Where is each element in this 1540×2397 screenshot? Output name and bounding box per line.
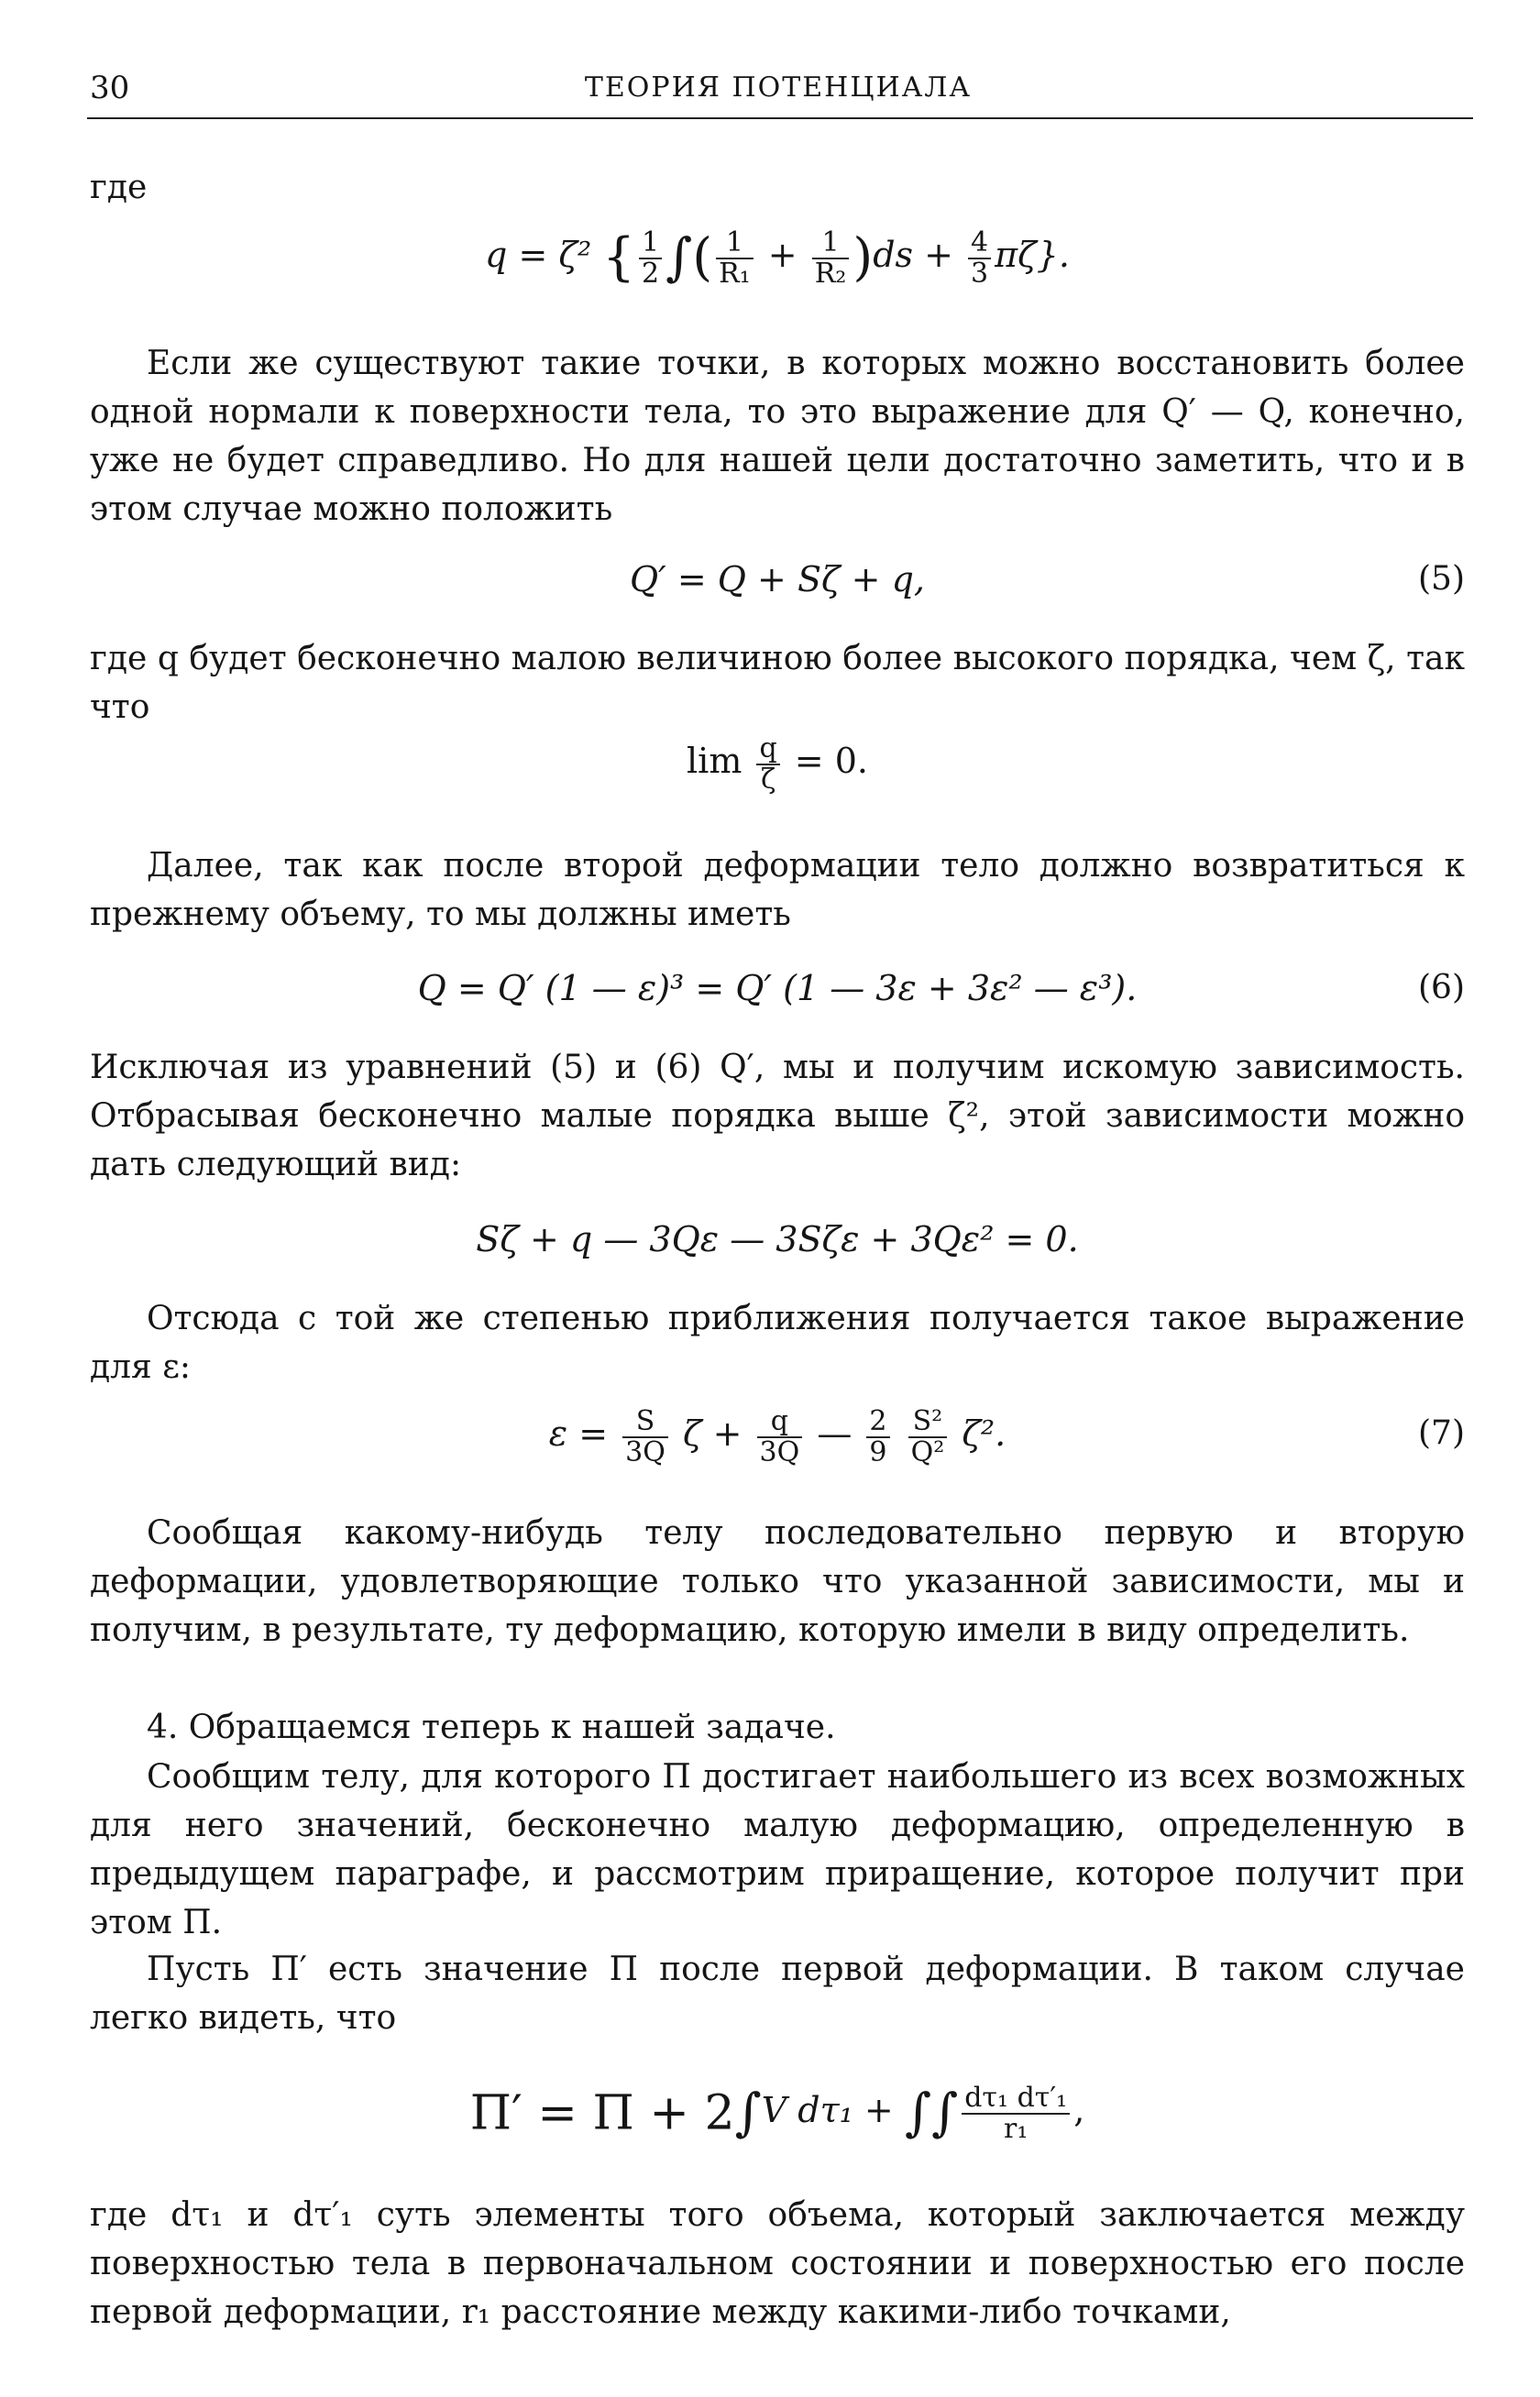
frac-s-3q: $\frac{S}{3Q}$ [622, 1407, 668, 1468]
equation-6-body [90, 961, 1465, 1016]
page-number: 30 [90, 70, 130, 106]
paragraph-9: Пусть Π′ есть значение Π после первой деформации. В таком случае легко видеть, что [90, 1951, 1465, 2037]
frac-4-3: $\frac{4}{3}$ [968, 228, 991, 289]
eq-pi-mid: V dτ₁ + [761, 2090, 894, 2130]
paragraph-1: Если же существуют такие точки, в которых можно восстановить более одной нормали к поверхности тела, то это выражение для Q′ — Q, конечно, уже не будет справедливо. Но для нашей цели достаточно заметить, что и в этом случае можно положить [90, 345, 1465, 528]
frac-q-3q: $\frac{q}{3Q}$ [757, 1407, 803, 1468]
equation-pi-body [90, 2073, 1465, 2150]
eq-q-lhs: q = ζ² [485, 235, 592, 275]
paragraph-8: Сообщим телу, для которого Π достигает наибольшего из всех возможных для него значений, бесконечно малую деформацию, определенную в предыдущем параграфе, и рассмотрим приращение, которое получит при этом Π. [90, 1758, 1465, 1941]
section-4-heading: 4. Обращаемся теперь к нашей задаче. [147, 1709, 836, 1746]
equation-5-number: (5) [1418, 560, 1465, 598]
equation-5 [90, 552, 1465, 607]
paragraph-6: Сообщая какому-нибудь телу последовательно первую и вторую деформации, удовлетворяющие только что указанной зависимости, мы и получим, в результате, ту деформацию, которую имели в виду определить. [90, 1514, 1465, 1649]
equation-middle-body [90, 1212, 1465, 1267]
frac-2-9: $\frac{2}{9}$ [866, 1407, 889, 1468]
equation-7-number: (7) [1418, 1414, 1465, 1452]
paragraph-4: Исключая из уравнений (5) и (6) Q′, мы и получим искомую зависимость. Отбрасывая бесконечно малые порядка выше ζ², этой зависимости можно дать следующий вид: [90, 1049, 1465, 1183]
paren-open: ( [692, 227, 713, 288]
running-title: ТЕОРИЯ ПОТЕНЦИАЛА [584, 71, 973, 104]
equation-6-text: Q = Q′ (1 — ε)³ = Q′ (1 — 3ε + 3ε² — ε³). [417, 968, 1138, 1008]
header-rule [87, 117, 1473, 119]
equation-middle-text: Sζ + q — 3Qε — 3Sζε + 3Qε² = 0. [476, 1219, 1079, 1259]
frac-1-r2: $\frac{1}{\text{R₂}}$ [812, 228, 850, 289]
frac-s2-q2: $\frac{\text{S²}}{\text{Q²}}$ [908, 1407, 948, 1468]
frac-dtau-r1: $\frac{\text{dτ₁ dτ′₁}}{\text{r₁}}$ [962, 2084, 1070, 2144]
paragraph-10: где dτ₁ и dτ′₁ суть элементы того объема, который заключается между поверхностью тела в первоначальном состоянии и поверхностью его после первой деформации, r₁ расстояние между какими-либо точками, [90, 2196, 1465, 2331]
eq7-m1: ζ + [682, 1413, 742, 1454]
equation-middle [90, 1212, 1465, 1267]
frac-1-r1: $\frac{1}{\text{R₁}}$ [716, 228, 754, 289]
integral-sign: ∫ [666, 227, 693, 288]
paragraph-2: где q будет бесконечно малою величиною более высокого порядка, чем ζ, так что [90, 640, 1465, 726]
frac-q-zeta: $\frac{q}{\zeta}$ [756, 734, 779, 795]
equation-pi [90, 2073, 1465, 2147]
equation-limit-body [90, 733, 1465, 795]
paragraph-3: Далее, так как после второй деформации тело должно возвратиться к прежнему объему, то мы должны иметь [90, 847, 1465, 933]
equation-q-body: q = ζ² { $\frac{1}{2}$ ∫( $\frac{1}{\text{R₁}}$ + $\frac{1}{\text{R₂}}$ )ds + $\frac{4}{3}$ πζ}. [485, 225, 1070, 290]
paren-close: ) [852, 227, 874, 288]
running-header [90, 64, 1467, 119]
equation-7 [90, 1404, 1465, 1468]
equation-5-body [90, 552, 1465, 607]
frac-half: $\frac{1}{2}$ [639, 228, 662, 289]
eq7-lhs: ε = [548, 1413, 609, 1454]
eq-pi-tail: , [1073, 2090, 1085, 2130]
eq-q-tail: πζ}. [995, 235, 1070, 275]
equation-5-text: Q′ = Q + Sζ + q, [630, 559, 925, 599]
equation-limit [90, 731, 1465, 796]
integral-sign-v: ∫ [734, 2083, 762, 2143]
text-where-1: где [90, 169, 148, 206]
equation-q [90, 225, 1465, 290]
eq-q-ds: ds + [873, 235, 953, 275]
double-integral-sign: ∫∫ [904, 2083, 959, 2143]
paragraph-5: Отсюда с той же степенью приближения получается такое выражение для ε: [90, 1300, 1465, 1386]
lim-word: lim [687, 741, 742, 781]
brace-open: { [602, 227, 635, 288]
equation-6-number: (6) [1418, 969, 1465, 1006]
equation-7-body [90, 1406, 1465, 1468]
lim-post: = 0. [794, 741, 868, 781]
eq-pi-lhs: Π′ = Π + 2 [469, 2085, 735, 2141]
eq7-tail: ζ². [962, 1413, 1006, 1454]
equation-6 [90, 961, 1465, 1016]
eq7-m2: — [817, 1413, 852, 1454]
